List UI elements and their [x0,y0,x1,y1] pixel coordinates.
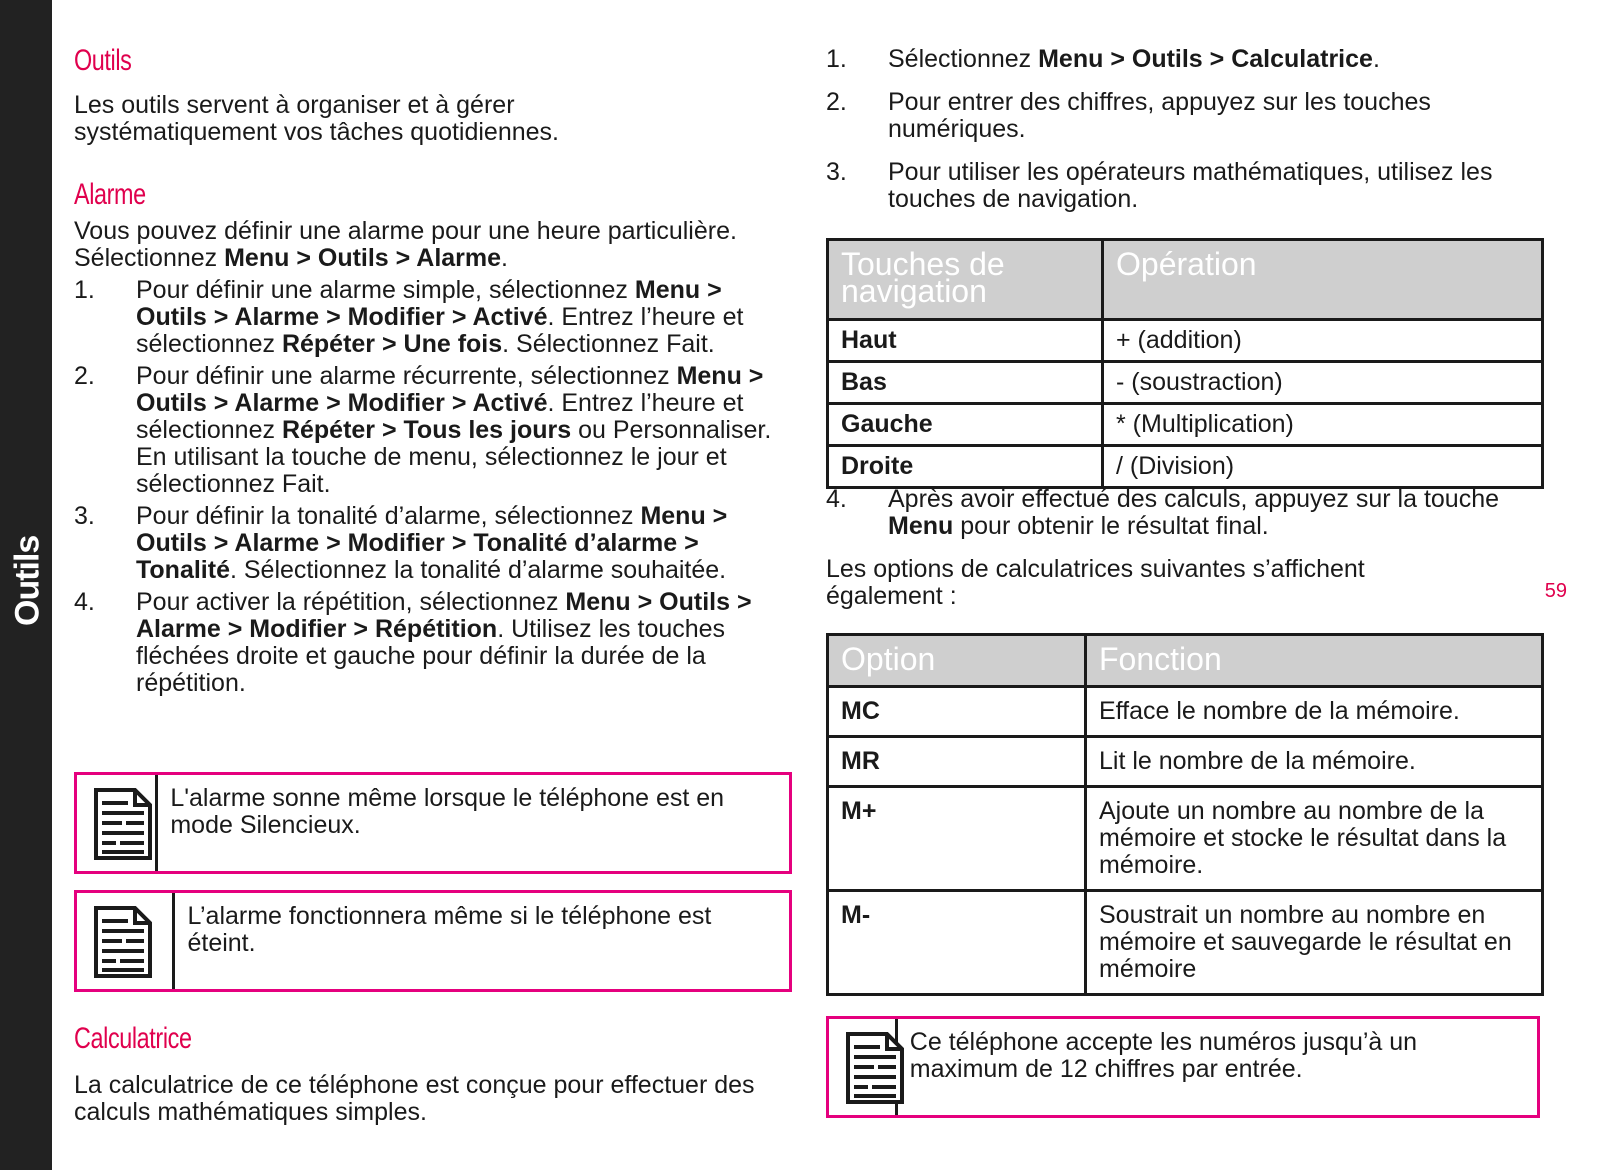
step-number: 4. [826,485,847,513]
section-heading-outils: Outils [74,44,132,77]
step-text: Pour définir une alarme récurrente, sélectionnez [136,362,677,390]
step-menu-path: Répéter > Une fois [281,330,503,358]
table-header-row [828,635,1543,687]
step-number: 2. [74,362,95,390]
step-number: 1. [826,45,847,73]
table-header: Option [828,635,1086,687]
note-document-icon [845,1031,905,1105]
table-cell: Gauche [828,404,1103,446]
step-text: ou Personnaliser. En utilisant la touche de menu, sélectionnez le jour et sélectionnez Fait. [136,416,772,498]
note-box [826,1016,1540,1118]
calculator-options-table [826,633,1544,996]
alarme-step [74,589,774,697]
alarme-step [74,363,774,498]
table-cell: - (soustraction) [1103,362,1543,404]
table-cell: MR [828,737,1086,787]
table-row [828,362,1543,404]
section-heading-alarme: Alarme [74,178,146,211]
alarme-step [74,503,774,584]
note-box [74,772,792,874]
step-menu-path: Menu > Outils > Alarme > Modifier > Tonalité d’alarme > Tonalité [136,502,728,584]
step-text: pour obtenir le résultat final. [953,512,1269,540]
table-row [828,737,1543,787]
table-cell: Efface le nombre de la mémoire. [1086,687,1543,737]
table-header: Touches de navigation [828,240,1103,320]
calculatrice-step [826,46,1526,73]
step-number: 3. [826,158,847,186]
step-menu-path: Menu > Outils > Alarme > Modifier > Activé [136,362,764,417]
navigation-keys-table [826,238,1544,489]
alarme-step [74,277,774,358]
alarme-intro [74,218,774,272]
calculatrice-description: La calculatrice de ce téléphone est conçue pour effectuer des calculs mathématiques simples. [74,1071,755,1126]
table-cell: Soustrait un nombre au nombre en mémoire et sauvegarde le résultat en mémoire [1086,891,1543,995]
table-cell: * (Multiplication) [1103,404,1543,446]
step-menu-path: Menu > Outils > Calculatrice [1038,45,1373,73]
note-document-icon [93,905,153,979]
table-row [828,787,1543,891]
table-cell: Droite [828,446,1103,488]
table-cell: / (Division) [1103,446,1543,488]
table-header: Fonction [1086,635,1543,687]
calculatrice-step [826,159,1526,213]
table-cell: Ajoute un nombre au nombre de la mémoire et stocke le résultat dans la mémoire. [1086,787,1543,891]
table-header-row [828,240,1543,320]
alarme-steps [74,277,774,697]
table-cell: M+ [828,787,1086,891]
table-cell: Lit le nombre de la mémoire. [1086,737,1543,787]
step-menu-path: Menu > Outils > Alarme > Modifier > Répétition [136,588,752,643]
step-text: . [1372,45,1380,73]
step-text: Pour activer la répétition, sélectionnez [136,588,566,616]
note-icon-cell [829,1019,898,1115]
table-cell: Haut [828,320,1103,362]
table-row [828,404,1543,446]
note-icon-cell [77,775,158,871]
step-menu-path: Menu > Outils > Alarme > Modifier > Activé [136,276,722,331]
alarme-intro-text: Vous pouvez définir une alarme pour une heure particulière. Sélectionnez [74,217,737,272]
table-cell: + (addition) [1103,320,1543,362]
section-heading-calculatrice: Calculatrice [74,1022,192,1055]
step-text: . Entrez l’heure et sélectionnez [136,389,744,444]
calculatrice-step [826,486,1526,540]
table-row [828,446,1543,488]
outils-description: Les outils servent à organiser et à gérer systématiquement vos tâches quotidiennes. [74,91,559,146]
table-cell: M- [828,891,1086,995]
step-number: 1. [74,276,95,304]
step-text: Pour définir une alarme simple, sélectionnez [136,276,635,304]
alarme-intro-end: . [501,244,508,272]
note-text: L'alarme sonne même lorsque le téléphone est en mode Silencieux. [170,784,725,839]
step-text: Pour utiliser les opérateurs mathématiques, utilisez les touches de navigation. [888,158,1493,213]
alarme-intro-path: Menu > Outils > Alarme [224,244,502,272]
side-tab [0,0,52,1170]
step-text: . Utilisez les touches fléchées droite et gauche pour définir la durée de la répétition. [136,615,726,697]
table-row [828,320,1543,362]
step-text: Sélectionnez [888,45,1039,73]
calculatrice-step [826,89,1526,143]
options-intro: Les options de calculatrices suivantes s’affichent également : [826,555,1365,610]
step-menu-path: Répéter > Tous les jours [281,416,572,444]
table-cell: Bas [828,362,1103,404]
step-text: Pour définir la tonalité d’alarme, sélectionnez [136,502,641,530]
page-number: 59 [1544,580,1567,602]
side-tab-label: Outils [8,535,47,626]
step-number: 2. [826,88,847,116]
table-row [828,687,1543,737]
step-number: 3. [74,502,95,530]
table-cell: MC [828,687,1086,737]
table-row [828,891,1543,995]
note-box [74,890,792,992]
step-number: 4. [74,588,95,616]
step-text: Après avoir effectué des calculs, appuyez sur la touche [888,485,1499,513]
note-text: Ce téléphone accepte les numéros jusqu’à un maximum de 12 chiffres par entrée. [909,1028,1418,1083]
calculatrice-step-4 [826,486,1526,540]
calculatrice-steps [826,46,1526,213]
table-header: Opération [1103,240,1543,320]
step-text: . Sélectionnez la tonalité d’alarme souhaitée. [229,556,727,584]
step-menu-path: Menu [888,512,954,540]
step-text: Pour entrer des chiffres, appuyez sur les touches numériques. [888,88,1431,143]
step-text: . Entrez l’heure et sélectionnez [136,303,744,358]
note-icon-cell [77,893,175,989]
step-text: . Sélectionnez Fait. [502,330,715,358]
note-document-icon [93,787,153,861]
note-text: L’alarme fonctionnera même si le téléphone est éteint. [187,902,712,957]
